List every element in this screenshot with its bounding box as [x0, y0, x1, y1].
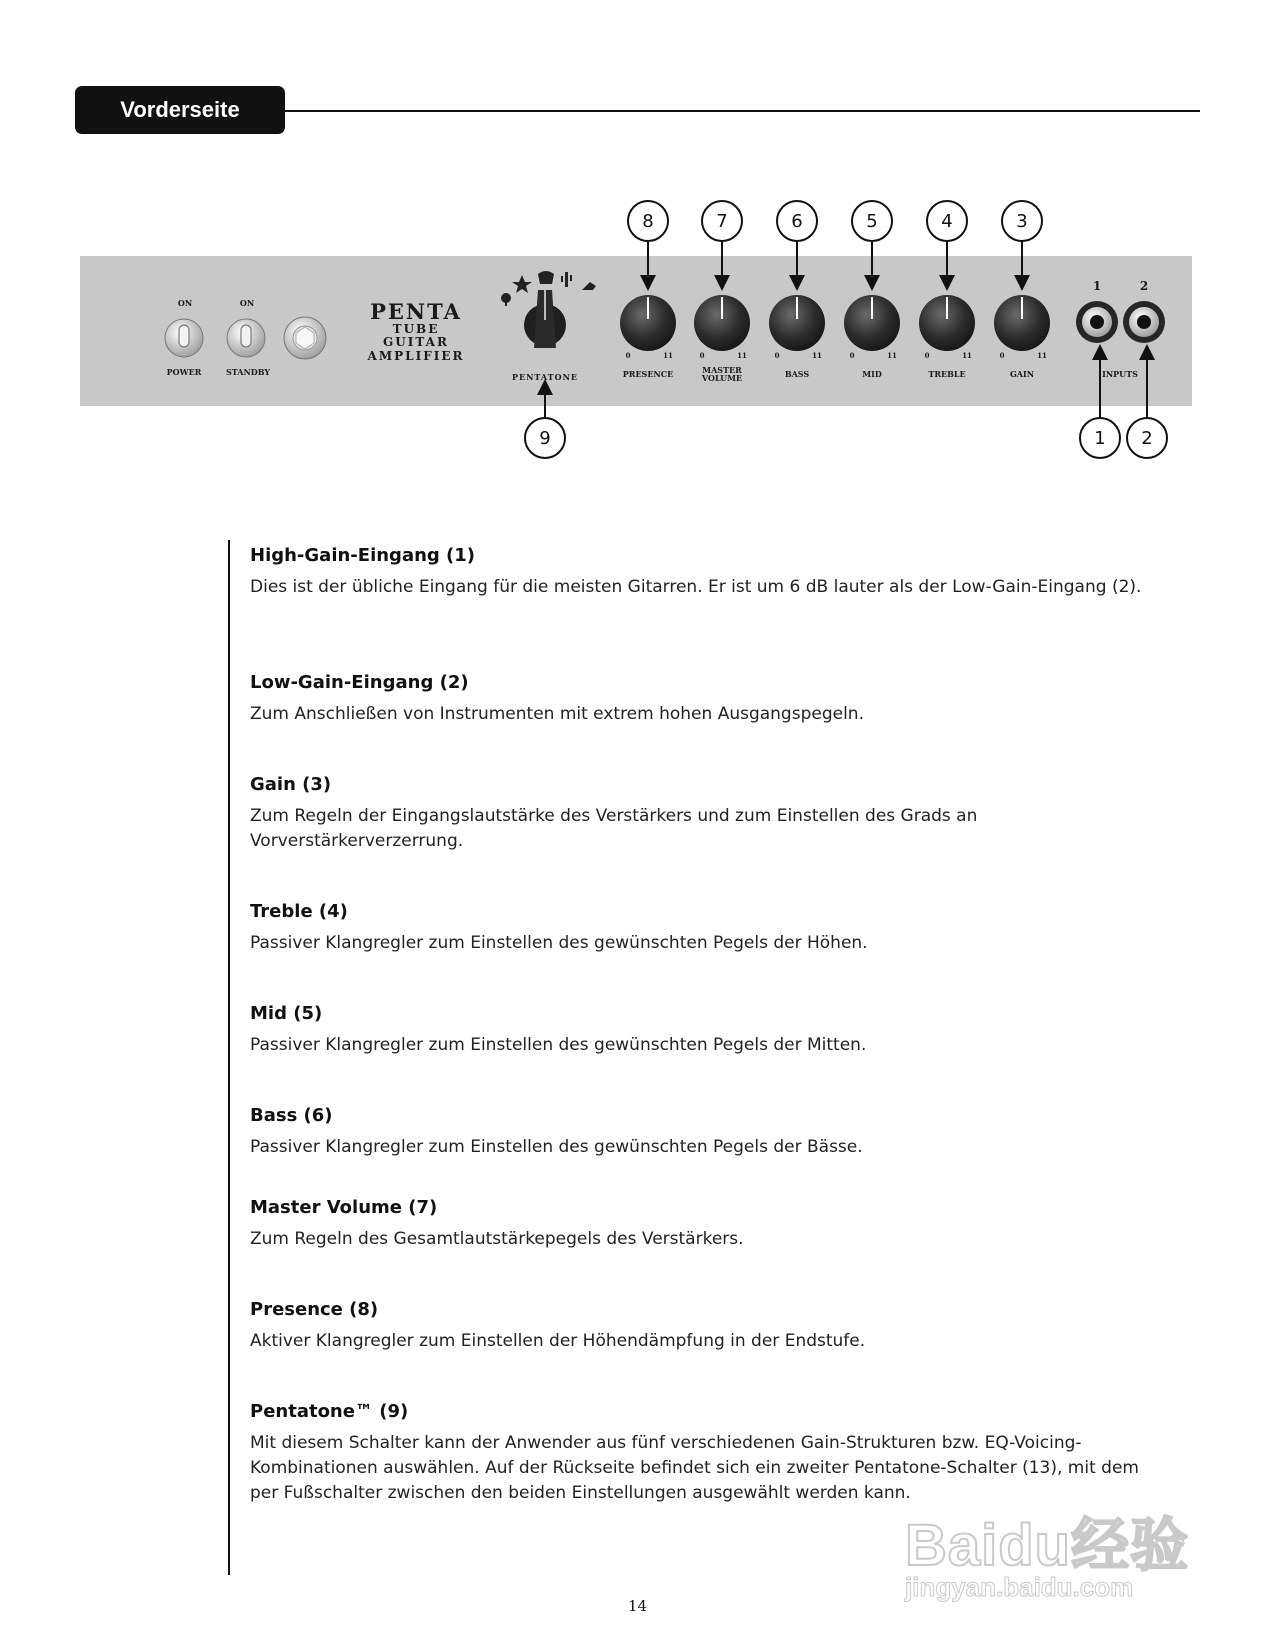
callout-2-number: 2 [1141, 428, 1153, 449]
item-title: High-Gain-Eingang (1) [250, 545, 476, 566]
item-title: Mid (5) [250, 1003, 323, 1024]
standby-label: STANDBY [225, 367, 271, 377]
callout-1-number: 1 [1094, 428, 1106, 449]
brand-line-1: PENTA [370, 299, 462, 324]
mid-scale-max: 11 [887, 351, 897, 360]
header-rule [285, 110, 1200, 112]
power-label: POWER [166, 367, 202, 377]
standby-on-label: ON [239, 298, 255, 308]
gain-label: GAIN [1009, 369, 1035, 379]
callout-7-number: 7 [716, 211, 728, 232]
treble-knob-pointer [946, 297, 948, 319]
treble-scale-max: 11 [962, 351, 972, 360]
input-number-1: 1 [1092, 279, 1102, 293]
input-jack-1[interactable] [1076, 301, 1118, 343]
gain-scale-max: 11 [1037, 351, 1047, 360]
mid-label: MID [862, 369, 882, 379]
callout-4-number: 4 [941, 211, 953, 232]
presence-label: PRESENCE [622, 369, 674, 379]
master-volume-label-2: VOLUME [701, 373, 743, 383]
master-volume-scale-max: 11 [737, 351, 747, 360]
brand-line-4: AMPLIFIER [367, 349, 465, 363]
amp-front-panel-diagram [0, 180, 1275, 480]
power-on-label: ON [177, 298, 193, 308]
item-body: Passiver Klangregler zum Einstellen des gewünschten Pegels der Höhen. [250, 933, 868, 953]
pentatone-pointer-line [544, 290, 546, 320]
item-body: Zum Regeln der Eingangslautstärke des Verstärkers und zum Einstellen des Grads an Vorverstärkerverzerrung. [250, 806, 978, 851]
bass-knob-pointer [796, 297, 798, 319]
callout-9-number: 9 [539, 428, 551, 449]
presence-knob-pointer [647, 297, 649, 319]
master-volume-knob-pointer [721, 297, 723, 319]
item-title: Master Volume (7) [250, 1197, 438, 1218]
master-volume-scale-min: 0 [699, 351, 705, 360]
description-presence [250, 1297, 1150, 1354]
callout-5-number: 5 [866, 211, 878, 232]
bass-label: BASS [784, 369, 810, 379]
treble-scale-min: 0 [924, 351, 930, 360]
description-bass [250, 1103, 1150, 1160]
item-body: Dies ist der übliche Eingang für die meisten Gitarren. Er ist um 6 dB lauter als der Low-Gain-Eingang (2). [250, 577, 1142, 597]
margin-rule [228, 540, 230, 1575]
item-body: Zum Anschließen von Instrumenten mit extrem hohen Ausgangspegeln. [250, 704, 864, 724]
item-title: Presence (8) [250, 1299, 379, 1320]
input-jack-2[interactable] [1123, 301, 1165, 343]
master-volume-knob[interactable] [694, 295, 750, 383]
callout-3-number: 3 [1016, 211, 1028, 232]
power-switch-lever [179, 325, 189, 347]
bass-scale-max: 11 [812, 351, 822, 360]
description-master-volume [250, 1195, 1150, 1252]
description-pentatone [250, 1399, 1150, 1506]
mid-knob-pointer [871, 297, 873, 319]
description-mid [250, 1001, 1150, 1058]
presence-scale-max: 11 [663, 351, 673, 360]
treble-label: TREBLE [928, 369, 966, 379]
input-number-2: 2 [1139, 279, 1149, 293]
watermark [905, 1498, 1205, 1608]
presence-scale-min: 0 [625, 351, 631, 360]
description-high-gain-input [250, 543, 1150, 600]
item-title: Bass (6) [250, 1105, 333, 1126]
item-body: Passiver Klangregler zum Einstellen des gewünschten Pegels der Bässe. [250, 1137, 863, 1157]
pilot-lamp-jewel [284, 317, 326, 359]
gain-knob-pointer [1021, 297, 1023, 319]
pentatone-label: PENTATONE [511, 372, 579, 382]
item-body: Passiver Klangregler zum Einstellen des gewünschten Pegels der Mitten. [250, 1035, 867, 1055]
section-header: Vorderseite [75, 86, 285, 134]
item-body: Zum Regeln des Gesamtlautstärkepegels des Verstärkers. [250, 1229, 744, 1249]
watermark-url: jingyan.baidu.com [905, 1572, 1134, 1602]
item-body: Aktiver Klangregler zum Einstellen der Höhendämpfung in der Endstufe. [250, 1331, 866, 1351]
gain-scale-min: 0 [999, 351, 1005, 360]
bass-scale-min: 0 [774, 351, 780, 360]
item-body: Mit diesem Schalter kann der Anwender aus fünf verschiedenen Gain-Strukturen bzw. EQ-Voicing-Kombinationen auswählen. Auf der Rückseite befindet sich ein zweiter Pentatone-Schalter (13), mit dem per Fußschalter zwischen den beiden Einstellungen ausgewählt werden kann. [250, 1433, 1139, 1503]
callout-8-number: 8 [642, 211, 654, 232]
mid-scale-min: 0 [849, 351, 855, 360]
master-volume-label-1: MASTER [702, 365, 742, 375]
callout-6-number: 6 [791, 211, 803, 232]
description-gain [250, 772, 1150, 854]
page-number: 14 [627, 1597, 648, 1615]
inputs-label: INPUTS [1102, 369, 1138, 379]
watermark-logo-text: Baidu经验 [905, 1513, 1190, 1578]
brand-line-3: GUITAR [383, 335, 449, 349]
item-title: Low-Gain-Eingang (2) [250, 672, 469, 693]
item-title: Pentatone™ (9) [250, 1401, 409, 1422]
description-treble [250, 899, 1150, 956]
brand-line-2: TUBE [392, 322, 440, 336]
item-title: Treble (4) [250, 901, 348, 922]
item-title: Gain (3) [250, 774, 332, 795]
description-low-gain-input [250, 670, 1150, 727]
standby-switch-lever [241, 325, 251, 347]
